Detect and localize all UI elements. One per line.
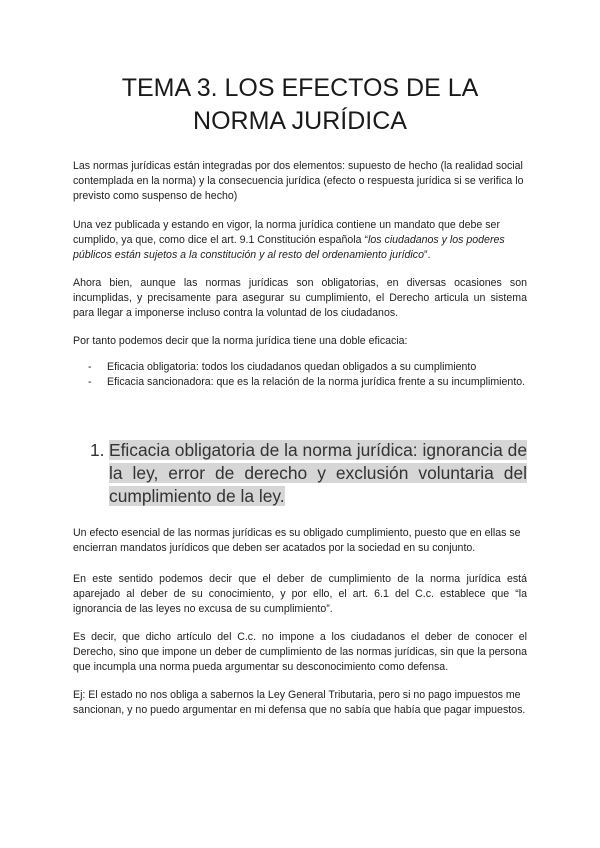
- list-item-text: Eficacia sancionadora: que es la relación de la norma jurídica frente a su incumplimiento.: [107, 376, 526, 389]
- section-heading-text-block: [90, 439, 527, 508]
- paragraph-essential-effect: Un efecto esencial de las normas jurídicas es su obligado cumplimiento, puesto que en ellas se encierran mandatos jurídicos que deben ser acatados por la sociedad en su conjunto.: [73, 527, 521, 555]
- paragraph-elements: Las normas jurídicas están integradas por dos elementos: supuesto de hecho (la realidad social contemplada en la norma) y la consecuencia jurídica (efecto o respuesta jurídica si se verifica lo previsto como suspenso de hecho): [73, 160, 524, 203]
- list-item: [73, 375, 527, 390]
- paragraph-enforcement: Ahora bien, aunque las normas jurídicas son obligatorias, en diversas ocasiones son incumplidas, y precisamente para asegurar su cumplimiento, el Derecho articula un sistema para llegar a imponerse incluso contra la voluntad de los ciudadanos.: [73, 277, 527, 320]
- bullet-dash: -: [88, 361, 92, 373]
- page-title: [60, 72, 540, 138]
- constitution-quote: los ciudadanos y los poderes públicos están sujetos a la constitución y al resto del ordenamiento jurídico: [73, 234, 505, 262]
- title-line-2: NORMA JURÍDICA: [193, 107, 407, 135]
- paragraph-civil-code: Es decir, que dicho artículo del C.c. no impone a los ciudadanos el deber de conocer el Derecho, sino que impone un deber de cumplimiento de las normas jurídicas, sin que la persona que incumpla una norma pueda argumentar su desconocimiento como defensa.: [73, 631, 527, 674]
- paragraph-mandate-end: ”.: [423, 249, 431, 262]
- title-line-1: TEMA 3. LOS EFECTOS DE LA: [121, 74, 479, 102]
- paragraph-double-efficacy: Por tanto podemos decir que la norma jurídica tiene una doble eficacia:: [73, 335, 408, 347]
- list-item: [73, 360, 527, 375]
- efficacy-list: [73, 360, 527, 390]
- section-heading: [90, 439, 527, 508]
- section-number: 1.: [90, 440, 105, 460]
- paragraph-knowledge-duty: En este sentido podemos decir que el deber de cumplimiento de la norma jurídica está aparejado al deber de su conocimiento, y por ello, el art. 6.1 del C.c. establece que “la ignorancia de las leyes no excusa de su cumplimiento”.: [73, 573, 527, 616]
- section-heading-text: Eficacia obligatoria de la norma jurídica: ignorancia de la ley, error de derecho y exclusión voluntaria del cumplimiento de la ley.: [109, 440, 527, 506]
- paragraph-example: Ej: El estado no nos obliga a sabernos la Ley General Tributaria, pero si no pago impuestos me sancionan, y no puedo argumentar en mi defensa que no sabía que había que pagar impuestos.: [73, 689, 526, 717]
- bullet-dash: -: [88, 376, 92, 389]
- list-item-text: Eficacia obligatoria: todos los ciudadanos quedan obligados a su cumplimiento: [107, 361, 477, 373]
- paragraph-mandate-text: Una vez publicada y estando en vigor, la norma jurídica contiene un mandato que debe ser cumplido, ya que, como dice el art. 9.1 Constitución española “: [73, 219, 500, 247]
- paragraph-mandate: [73, 218, 527, 264]
